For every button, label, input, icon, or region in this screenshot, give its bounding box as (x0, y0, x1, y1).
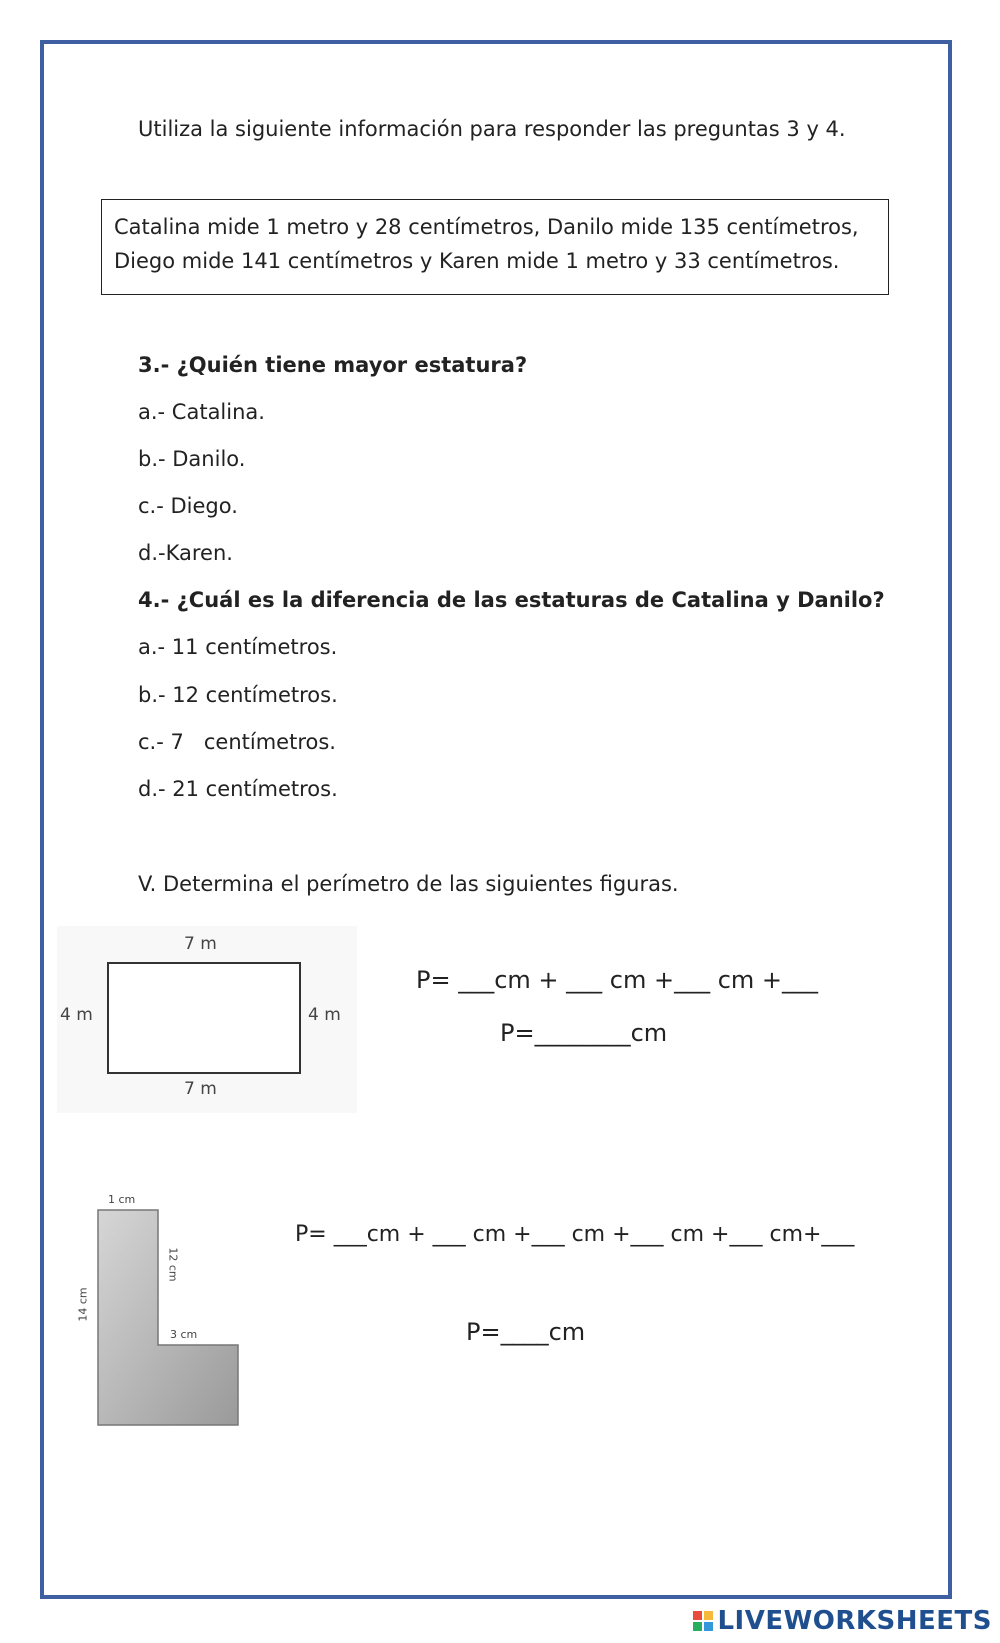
l-shape-polygon (98, 1210, 238, 1425)
question-4-title: 4.- ¿Cuál es la diferencia de las estaturas de Catalina y Danilo? (138, 588, 885, 612)
logo-square-3 (693, 1622, 702, 1631)
section-5-title: V. Determina el perímetro de las siguientes figuras. (138, 872, 679, 896)
logo-text: LIVEWORKSHEETS (717, 1606, 992, 1636)
l-shape-perimeter-total[interactable]: P=____cm (466, 1318, 586, 1346)
question-3-title: 3.- ¿Quién tiene mayor estatura? (138, 353, 528, 377)
logo-square-2 (704, 1611, 713, 1620)
question-4-option-c[interactable]: c.- 7 centímetros. (138, 730, 336, 754)
rectangle-figure (57, 926, 357, 1113)
info-line-1: Catalina mide 1 metro y 28 centímetros, Danilo mide 135 centímetros, (114, 215, 859, 239)
l-shape-inner-horizontal-label: 3 cm (170, 1328, 198, 1341)
question-4-option-a[interactable]: a.- 11 centímetros. (138, 635, 338, 659)
question-4-option-d[interactable]: d.- 21 centímetros. (138, 777, 338, 801)
rectangle-shape (107, 962, 301, 1074)
logo-square-4 (704, 1622, 713, 1631)
l-shape-top-label: 1 cm (108, 1193, 136, 1206)
logo-square-1 (693, 1611, 702, 1620)
rectangle-left-label: 4 m (60, 1005, 93, 1025)
rectangle-right-label: 4 m (308, 1005, 341, 1025)
logo-mark-icon (693, 1611, 713, 1631)
rectangle-top-label: 7 m (184, 934, 217, 954)
question-3-option-b[interactable]: b.- Danilo. (138, 447, 246, 471)
l-shape-inner-vertical-label: 12 cm (166, 1247, 180, 1282)
question-4-option-b[interactable]: b.- 12 centímetros. (138, 683, 338, 707)
info-line-2: Diego mide 141 centímetros y Karen mide 1 metro y 33 centímetros. (114, 249, 840, 273)
l-shape-left-label: 14 cm (76, 1287, 90, 1322)
l-shape-drawing (78, 1190, 248, 1430)
question-3-option-a[interactable]: a.- Catalina. (138, 400, 265, 424)
rectangle-perimeter-total[interactable]: P=________cm (500, 1019, 668, 1047)
l-shape-perimeter-sum[interactable]: P= ___cm + ___ cm +___ cm +___ cm +___ cm+___ (295, 1222, 855, 1247)
rectangle-perimeter-sum[interactable]: P= ___cm + ___ cm +___ cm +___ (416, 966, 819, 994)
rectangle-bottom-label: 7 m (184, 1079, 217, 1099)
info-box (101, 199, 889, 295)
liveworksheets-logo (693, 1604, 992, 1638)
question-3-option-d[interactable]: d.-Karen. (138, 541, 233, 565)
question-3-option-c[interactable]: c.- Diego. (138, 494, 238, 518)
instruction-text: Utiliza la siguiente información para responder las preguntas 3 y 4. (138, 117, 846, 141)
l-shape-figure (78, 1190, 248, 1430)
